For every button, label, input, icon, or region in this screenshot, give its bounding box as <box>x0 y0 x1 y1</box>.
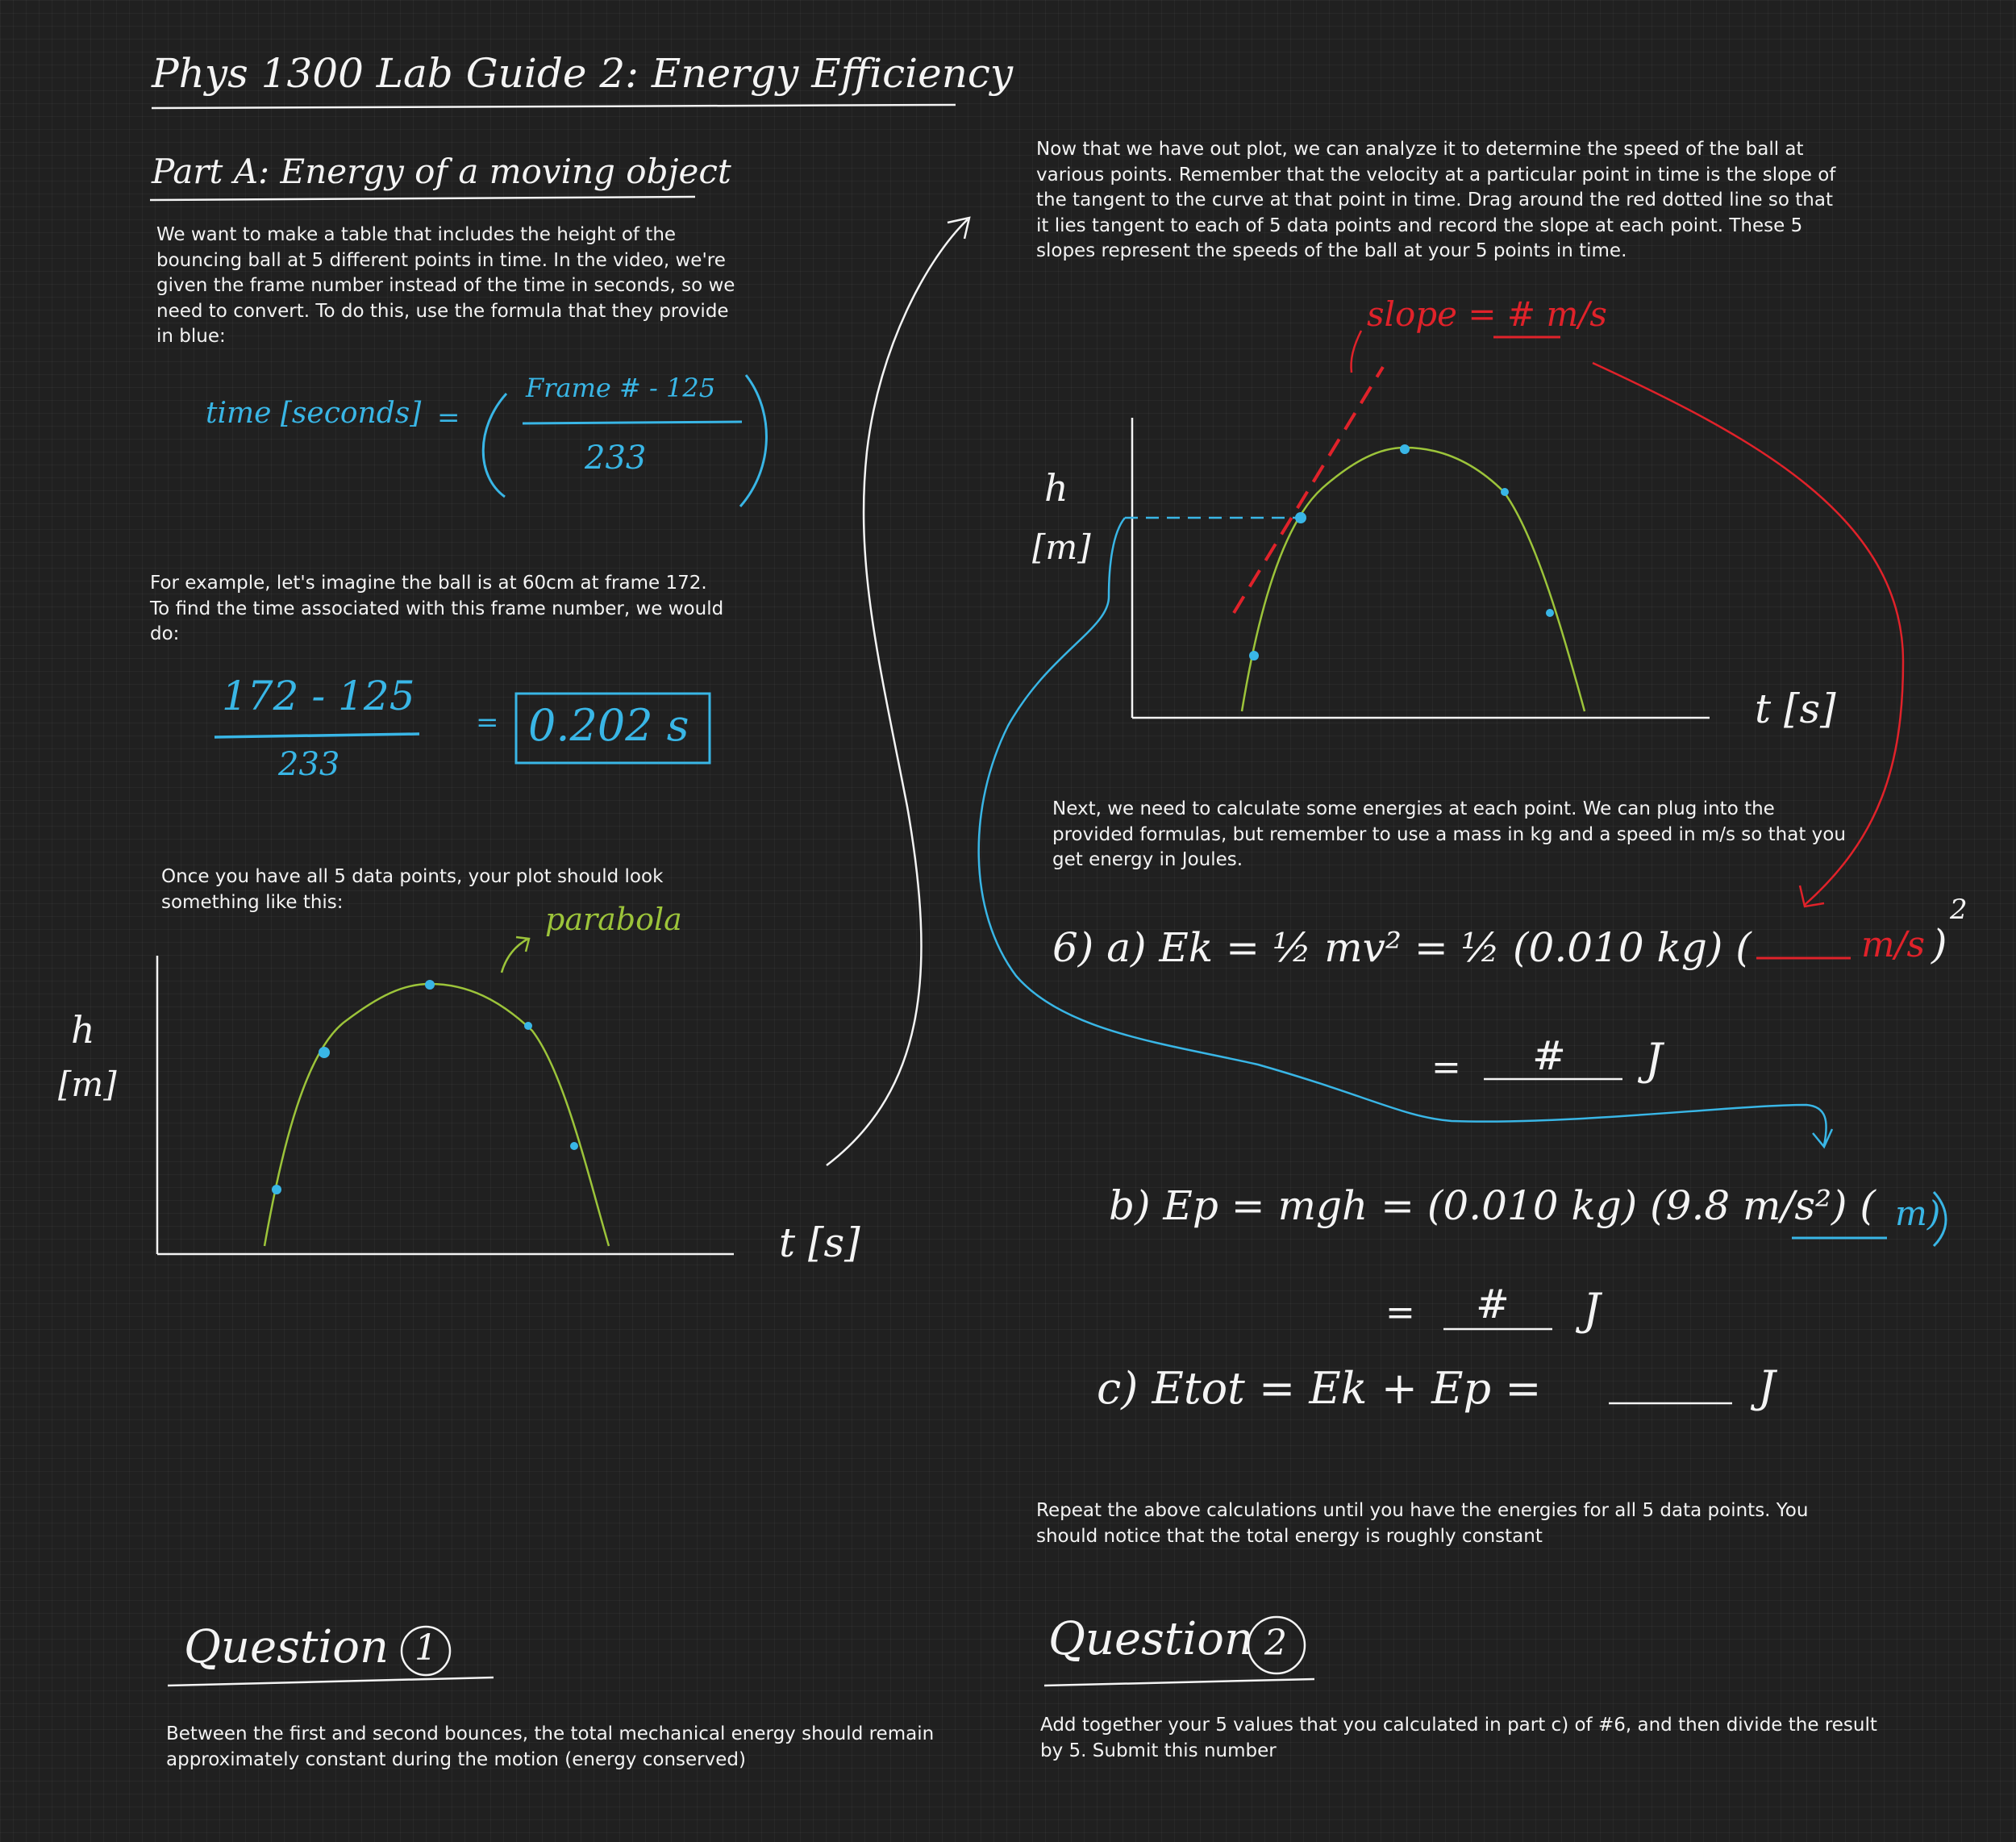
kinetic-exponent: 2 <box>1950 894 1968 926</box>
right-plot-ylabel-h: h <box>1044 466 1068 510</box>
right-plot <box>1125 367 1710 718</box>
slope-tick <box>1352 331 1362 373</box>
q2-underline <box>1044 1679 1314 1686</box>
left-plot-data-point <box>425 980 435 990</box>
right-plot-data-point <box>1295 512 1306 523</box>
kinetic-result-hash: # <box>1532 1032 1566 1079</box>
left-plot-data-point <box>319 1047 330 1058</box>
title-underline <box>152 105 956 108</box>
question-1-heading: Question <box>184 1621 389 1673</box>
kinetic-speed-units: m/s <box>1861 924 1926 965</box>
slope-label: slope = # m/s <box>1367 294 1607 334</box>
example-result: 0.202 s <box>528 700 689 751</box>
right-plot-parabola <box>1242 448 1585 711</box>
right-plot-data-point <box>1501 488 1509 496</box>
formula-left-paren <box>483 394 506 497</box>
flow-arrow-left-to-right <box>827 218 969 1165</box>
potential-result-hash: # <box>1476 1281 1510 1327</box>
total-energy-equation: c) Etot = Ek + Ep = <box>1097 1363 1542 1414</box>
left-plot-data-point <box>524 1022 532 1030</box>
right-plot-data-point <box>1546 609 1554 617</box>
question-2-text: Add together your 5 values that you calculated in part c) of #6, and then divide the result by 5. Submit this number <box>1040 1715 1877 1761</box>
formula-denominator: 233 <box>585 440 647 477</box>
example-numerator: 172 - 125 <box>222 673 415 719</box>
question-1-number: 1 <box>414 1627 437 1669</box>
intro-paragraph: We want to make a table that includes the height of the bouncing ball at 5 different points in time. In the video, we're given the frame number instead of the time in seconds, so we need to convert. To do this, use the formula that they provide in blue: <box>156 224 735 347</box>
example-fraction-bar <box>215 734 419 737</box>
left-plot <box>157 937 734 1254</box>
left-plot-ylabel-unit: [m] <box>58 1065 117 1104</box>
kinetic-close-paren: ) <box>1931 921 1947 968</box>
repeat-paragraph: Repeat the above calculations until you have the energies for all 5 data points. You should notice that the total energy is roughly constant <box>1036 1500 1809 1547</box>
parabola-arrow <box>502 937 529 973</box>
question-1-text: Between the first and second bounces, the total mechanical energy should remain approximately constant during the motion (energy conserved) <box>166 1723 935 1770</box>
formula-equals: = <box>437 402 460 434</box>
total-energy-unit: J <box>1758 1361 1776 1412</box>
energy-paragraph: Next, we need to calculate some energies at each point. We can plug into the provided formulas, but remember to use a mass in kg and a speed in m/s so that you get energy in Joules. <box>1052 798 1846 870</box>
potential-result-equals: = <box>1385 1292 1415 1333</box>
right-plot-ylabel-unit: [m] <box>1032 527 1091 567</box>
left-plot-parabola <box>264 984 609 1246</box>
q1-underline <box>168 1677 494 1686</box>
tangent-dashed-line <box>1234 367 1383 613</box>
left-plot-data-point <box>570 1142 578 1150</box>
slope-paragraph: Now that we have out plot, we can analyze it to determine the speed of the ball at various points. Remember that the velocity at a particular point in time is the slope of the tangent to the curve at that point in time. Drag around the red dotted line so that it lies tangent to each of 5 data points and record the slope at each point. These 5 slopes represent the speeds of the ball at your 5 points in time. <box>1036 139 1836 261</box>
right-plot-xlabel: t [s] <box>1755 686 1836 732</box>
left-plot-xlabel: t [s] <box>779 1219 860 1266</box>
right-plot-data-point <box>1400 444 1410 454</box>
potential-energy-equation: b) Ep = mgh = (0.010 kg) (9.8 m/s²) ( <box>1109 1182 1876 1229</box>
part-a-heading: Part A: Energy of a moving object <box>152 152 731 191</box>
part-a-underline <box>150 197 695 200</box>
right-plot-data-point <box>1249 651 1259 661</box>
left-plot-ylabel-h: h <box>71 1008 95 1052</box>
kinetic-result-equals: = <box>1431 1047 1461 1088</box>
left-plot-data-point <box>272 1185 281 1194</box>
example-paragraph: For example, let's imagine the ball is at 60cm at frame 172. To find the time associated with this frame number, we would do: <box>150 573 724 644</box>
potential-height-unit: m) <box>1895 1194 1941 1233</box>
question-2-heading: Question <box>1048 1613 1254 1665</box>
kinetic-result-unit: J <box>1645 1034 1663 1085</box>
example-denominator: 233 <box>278 746 340 783</box>
question-2-number: 2 <box>1264 1623 1287 1664</box>
page-title: Phys 1300 Lab Guide 2: Energy Efficiency <box>152 50 1014 97</box>
formula-right-paren <box>740 375 766 506</box>
parabola-label: parabola <box>545 902 682 937</box>
potential-result-unit: J <box>1583 1284 1601 1335</box>
formula-numerator: Frame # - 125 <box>526 373 716 403</box>
example-equals: = <box>476 706 499 739</box>
plot-intro-paragraph: Once you have all 5 data points, your plot should look something like this: <box>161 866 664 913</box>
formula-lhs: time [seconds] <box>206 397 422 430</box>
formula-fraction-bar <box>523 422 742 423</box>
kinetic-energy-equation: 6) a) Ek = ½ mv² = ½ (0.010 kg) ( <box>1052 924 1752 971</box>
